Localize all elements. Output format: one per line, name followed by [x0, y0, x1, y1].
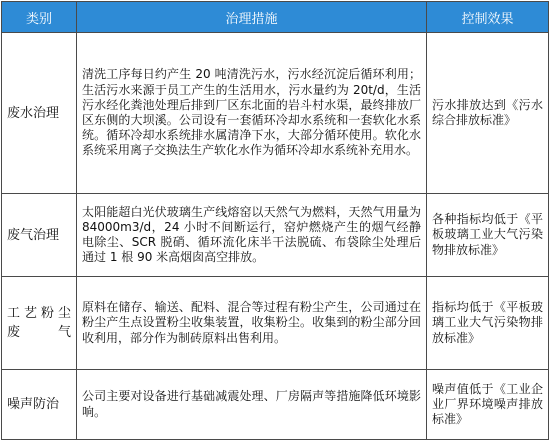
- measure-cell: 太阳能超白光伏玻璃生产线熔窑以天然气为燃料，天然气用量为 84000m3/d，24 小时不间断运行，窑炉燃烧产生的烟气经静电除尘、SCR 脱硝、循环流化床半干法脱硫、布袋除尘处理后通过 1 根 90 米高烟囱高空排放。: [77, 194, 427, 277]
- category-cell: 工艺粉尘废气: [2, 277, 77, 370]
- effect-cell: 污水排放达到《污水综合排放标准》: [427, 33, 549, 194]
- table-row-noise: [2, 370, 549, 440]
- header-effect: 控制效果: [427, 2, 549, 33]
- category-cell: 废水治理: [2, 33, 77, 194]
- measure-cell: 清洗工序每日约产生 20 吨清洗污水，污水经沉淀后循环利用；生活污水来源于员工产生的生活用水，污水量约为 20t/d，生活污水经化粪池处理后排到厂区东北面的岩斗村水渠，最终排放厂区东侧的大坝溪。公司设有一套循环冷却水系统和一套软化水系统。循环冷却水系统排水属清净下水，大部分循环使用。软化水系统采用离子交换法生产软化水作为循环冷却水系统补充用水。: [77, 33, 427, 194]
- header-category: 类别: [2, 2, 77, 33]
- effect-cell: 各种指标均低于《平板玻璃工业大气污染物排放标准》: [427, 194, 549, 277]
- table-row-exhaust: [2, 194, 549, 277]
- category-cell: 噪声防治: [2, 370, 77, 440]
- category-cell: 废气治理: [2, 194, 77, 277]
- table-header-row: [2, 2, 549, 33]
- measure-cell: 公司主要对设备进行基础减震处理、厂房隔声等措施降低环境影响。: [77, 370, 427, 440]
- header-measure: 治理措施: [77, 2, 427, 33]
- table-row-dust: [2, 277, 549, 370]
- measure-cell: 原料在储存、输送、配料、混合等过程有粉尘产生，公司通过在粉尘产生点设置粉尘收集装置，收集粉尘。收集到的粉尘部分回收利用，部分作为制砖原料出售利用。: [77, 277, 427, 370]
- pollution-control-table: [1, 1, 549, 440]
- effect-cell: 指标均低于《平板玻璃工业大气污染物排放标准》: [427, 277, 549, 370]
- effect-cell: 噪声值低于《工业企业厂界环境噪声排放标准》: [427, 370, 549, 440]
- table-row-wastewater: [2, 33, 549, 194]
